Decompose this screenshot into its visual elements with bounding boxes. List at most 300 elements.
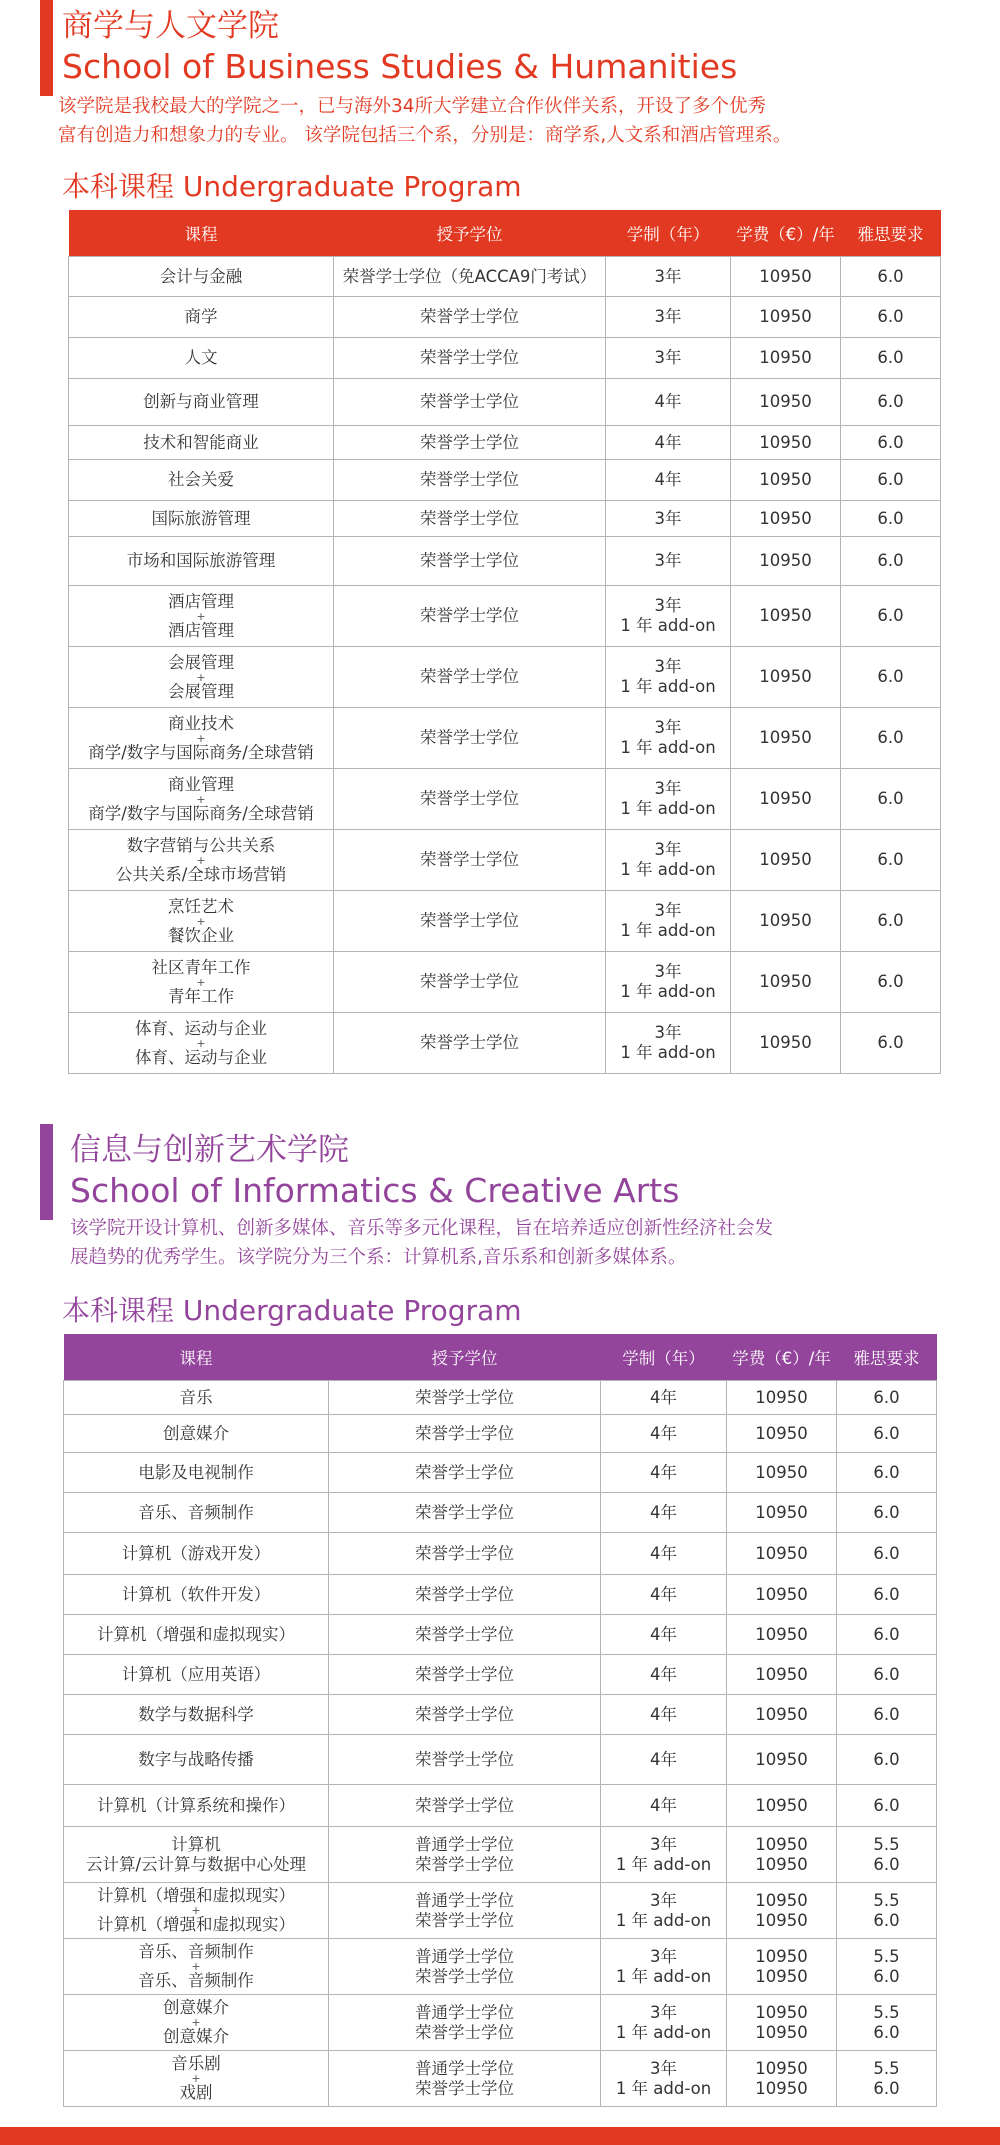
cell-line: 10950 [755,1854,808,1874]
table-row [69,1013,941,1074]
cell-line: 10950 [759,266,812,286]
cell-duration [601,1939,727,1995]
cell-ielts [841,257,941,297]
cell-line: 荣誉学士学位 [420,850,519,869]
cell-duration [601,1453,727,1493]
intro-line: 该学院开设计算机、创新多媒体、音乐等多元化课程，旨在培养适应创新性经济社会发 [70,1218,774,1239]
cell-line: 创意媒介 [163,1998,229,2017]
cell-line: 10950 [759,606,812,625]
cell-course [64,1575,329,1615]
cell-fee [731,647,841,708]
table-row [69,379,941,426]
cell-degree [329,1381,601,1415]
table-row [64,1381,937,1415]
cell-fee [727,1453,837,1493]
cell-line: 6.0 [877,551,904,570]
cell-degree [334,769,606,830]
cell-line: 10950 [755,1795,808,1815]
cell-duration [601,1883,727,1939]
cell-line: 商学/数字与国际商务/全球营销 [88,742,314,762]
cell-course [69,537,334,586]
cell-line: 6.0 [877,789,904,808]
cell-line: 计算机（软件开发） [121,1584,271,1604]
cell-degree [329,1785,601,1827]
school-title-cn: 信息与创新艺术学院 [70,1132,349,1168]
cell-ielts [841,708,941,769]
cell-line: 10950 [759,911,812,930]
plus-separator: + [196,1036,206,1050]
intro-line: 展趋势的优秀学生。该学院分为三个系：计算机系,音乐系和创新多媒体系。 [70,1247,687,1268]
cell-line: 市场和国际旅游管理 [126,551,276,570]
cell-line: 音乐剧 [171,2054,221,2073]
cell-line: 商业技术 [168,713,234,733]
plus-separator: + [191,2072,201,2085]
cell-ielts [841,379,941,426]
cell-line: 10950 [759,728,812,747]
table-row [69,891,941,952]
cell-line: 6.0 [877,266,904,286]
cell-line: 3年 [654,307,682,326]
cell-course [69,501,334,537]
cell-line: 荣誉学士学位 [420,606,519,625]
cell-line: 计算机（增强和虚拟现实） [97,1915,295,1934]
cell-duration [606,586,731,647]
cell-line: 3年 [650,2002,677,2022]
cell-fee [727,1655,837,1695]
cell-line: 6.0 [873,1624,900,1644]
cell-duration [601,1575,727,1615]
cell-ielts [837,1995,937,2051]
cell-fee [731,460,841,501]
cell-line: 3年 [654,962,682,981]
cell-line: 商学 [184,307,218,326]
cell-line: 荣誉学士学位 [415,1423,514,1443]
cell-line: 计算机（应用英语） [121,1664,271,1684]
cell-fee [727,1575,837,1615]
cell-duration [601,1381,727,1415]
cell-line: 10950 [755,2058,808,2078]
cell-line: 4年 [650,1423,677,1443]
cell-ielts [837,2051,937,2107]
program-title: 本科课程 Undergraduate Program [62,1294,522,1327]
cell-degree [329,1655,601,1695]
cell-line: 4年 [650,1704,677,1724]
table-row [69,586,941,647]
cell-duration [606,537,731,586]
cell-course [64,1735,329,1785]
cell-line: 荣誉学士学位 [415,1543,514,1563]
cell-line: 4年 [650,1749,677,1769]
cell-duration [606,338,731,379]
table-header-row [69,210,941,257]
cell-line: 1 年 add-on [620,799,716,818]
cell-line: 3年 [650,1946,677,1966]
cell-line: 荣誉学士学位 [415,2022,514,2042]
cell-line: 10950 [759,972,812,991]
table-row [64,1615,937,1655]
cell-line: 3年 [650,1834,677,1854]
cell-ielts [837,1493,937,1533]
plus-separator: + [191,1960,201,1973]
cell-line: 1 年 add-on [615,1966,712,1986]
cell-line: 10950 [759,551,812,570]
cell-duration [606,1013,731,1074]
cell-line: 音乐、音频制作 [138,1971,254,1990]
cell-line: 10950 [755,1543,808,1563]
cell-line: 荣誉学士学位 [420,348,519,367]
cell-line: 音乐 [179,1387,213,1407]
header-ielts: 雅思要求 [857,225,924,244]
cell-line: 荣誉学士学位 [420,728,519,747]
cell-line: 会展管理 [168,681,234,701]
table-row [69,338,941,379]
cell-fee [731,708,841,769]
cell-ielts [837,1785,937,1827]
cell-line: 5.5 [873,2002,900,2022]
cell-duration [601,1785,727,1827]
cell-line: 10950 [755,1462,808,1482]
cell-line: 数学与数据科学 [138,1704,254,1724]
cell-line: 10950 [755,1890,808,1910]
cell-line: 6.0 [873,2022,900,2042]
section-accent-bar [40,0,53,96]
cell-line: 荣誉学士学位 [415,1664,514,1684]
cell-course [64,1883,329,1939]
cell-course [69,769,334,830]
cell-line: 10950 [755,1624,808,1644]
school-intro [70,1214,930,1272]
cell-line: 6.0 [873,1584,900,1604]
cell-line: 4年 [650,1502,677,1522]
plus-separator: + [196,731,206,745]
cell-line: 6.0 [873,1704,900,1724]
table-row [64,1995,937,2051]
cell-line: 荣誉学士学位 [415,1462,514,1482]
cell-course [64,1453,329,1493]
cell-fee [731,769,841,830]
cell-line: 会计与金融 [159,266,243,286]
cell-line: 5.5 [873,1890,900,1910]
table-row [64,1735,937,1785]
header-degree: 授予学位 [436,225,503,244]
cell-fee [731,891,841,952]
cell-ielts [837,1735,937,1785]
section-accent-bar [40,1124,53,1220]
table-body [64,1381,937,2107]
table-row [69,460,941,501]
cell-duration [601,1415,727,1453]
cell-line: 10950 [755,1704,808,1724]
school-intro [58,92,918,150]
table-row [69,257,941,297]
cell-course [64,1995,329,2051]
cell-degree [334,952,606,1013]
cell-degree [334,647,606,708]
cell-fee [727,1785,837,1827]
cell-line: 荣誉学士学位 [415,1704,514,1724]
cell-line: 创新与商业管理 [143,392,259,411]
cell-line: 创意媒介 [163,2027,229,2046]
cell-ielts [841,460,941,501]
cell-ielts [837,1533,937,1575]
cell-ielts [841,586,941,647]
cell-ielts [837,1655,937,1695]
cell-line: 3年 [654,718,682,737]
cell-line: 普通学士学位 [415,1834,514,1854]
table-row [69,952,941,1013]
cell-line: 普通学士学位 [415,2002,514,2022]
cell-line: 10950 [755,1664,808,1684]
cell-duration [601,1655,727,1695]
cell-duration [606,952,731,1013]
school-title-en: School of Business Studies & Humanities [62,47,738,86]
cell-fee [727,1415,837,1453]
cell-line: 国际旅游管理 [151,508,251,528]
cell-line: 10950 [759,307,812,326]
cell-course [69,460,334,501]
cell-line: 酒店管理 [168,620,234,640]
cell-course [69,952,334,1013]
cell-line: 6.0 [877,508,904,528]
cell-line: 普通学士学位 [415,1890,514,1910]
cell-degree [329,1995,601,2051]
cell-fee [727,1381,837,1415]
cell-fee [727,1615,837,1655]
cell-line: 体育、运动与企业 [135,1018,267,1038]
cell-duration [606,708,731,769]
cell-line: 荣誉学士学位 [420,972,519,991]
cell-degree [329,1493,601,1533]
cell-line: 10950 [755,1910,808,1930]
cell-line: 10950 [759,470,812,489]
cell-fee [727,1883,837,1939]
cell-line: 计算机 [171,1834,221,1854]
cell-line: 6.0 [877,911,904,930]
cell-line: 10950 [755,2078,808,2098]
cell-ielts [837,1615,937,1655]
cell-line: 3年 [654,1023,682,1042]
cell-line: 荣誉学士学位 [420,911,519,930]
cell-duration [601,1995,727,2051]
cell-line: 6.0 [877,972,904,991]
cell-line: 商业管理 [168,774,234,794]
cell-line: 3年 [654,779,682,798]
cell-fee [727,1827,837,1883]
cell-line: 6.0 [877,348,904,367]
cell-duration [606,460,731,501]
cell-ielts [837,1575,937,1615]
cell-degree [329,1735,601,1785]
cell-line: 荣誉学士学位 [420,392,519,411]
cell-duration [606,647,731,708]
cell-line: 人文 [184,348,218,367]
cell-degree [334,891,606,952]
table-row [64,1415,937,1453]
header-course: 课程 [184,225,218,244]
table-row [64,1533,937,1575]
cell-ielts [837,1453,937,1493]
cell-fee [731,501,841,537]
plus-separator: + [196,609,206,623]
cell-line: 荣誉学士学位 [415,1854,514,1874]
cell-ielts [837,1939,937,1995]
cell-fee [727,1695,837,1735]
table-row [64,1827,937,1883]
cell-line: 3年 [654,657,682,676]
cell-fee [731,426,841,460]
cell-degree [334,257,606,297]
cell-duration [606,379,731,426]
table-row [64,1939,937,1995]
cell-fee [731,297,841,338]
table-row [64,1453,937,1493]
cell-line: 10950 [759,348,812,367]
school-title-cn: 商学与人文学院 [62,8,279,44]
table-row [64,1493,937,1533]
cell-duration [606,891,731,952]
cell-ielts [837,1883,937,1939]
cell-line: 10950 [759,850,812,869]
header-duration: 学制（年） [626,225,710,244]
program-table [68,210,941,1074]
header-degree: 授予学位 [431,1349,498,1368]
cell-duration [601,1735,727,1785]
cell-course [64,1381,329,1415]
intro-line: 该学院是我校最大的学院之一，已与海外34所大学建立合作伙伴关系，开设了多个优秀 [58,96,767,117]
cell-course [64,1695,329,1735]
cell-line: 3年 [654,901,682,920]
cell-degree [329,1695,601,1735]
program-title: 本科课程 Undergraduate Program [62,170,522,203]
cell-line: 荣誉学士学位 [420,470,519,489]
cell-course [69,426,334,460]
table-body [69,257,941,1074]
cell-fee [731,586,841,647]
cell-line: 6.0 [873,1966,900,1986]
cell-duration [601,1695,727,1735]
cell-degree [334,297,606,338]
table-row [69,830,941,891]
cell-line: 6.0 [877,1033,904,1052]
table-row [69,426,941,460]
cell-course [69,708,334,769]
cell-line: 荣誉学士学位 [420,667,519,686]
header-fee: 学费（€）/年 [732,1349,831,1368]
cell-line: 荣誉学士学位 [415,1795,514,1815]
cell-line: 6.0 [877,470,904,489]
cell-degree [329,1827,601,1883]
cell-line: 1 年 add-on [615,2078,712,2098]
cell-line: 4年 [650,1624,677,1644]
cell-duration [601,1533,727,1575]
plus-separator: + [191,1904,201,1917]
cell-course [64,1415,329,1453]
cell-line: 3年 [650,1890,677,1910]
cell-fee [727,1533,837,1575]
cell-fee [731,379,841,426]
cell-line: 荣誉学士学位 [420,432,519,452]
cell-degree [334,501,606,537]
cell-ielts [837,1695,937,1735]
cell-line: 4年 [650,1387,677,1407]
cell-line: 音乐、音频制作 [138,1942,254,1961]
cell-line: 1 年 add-on [620,982,716,1001]
cell-duration [606,769,731,830]
cell-ielts [841,1013,941,1074]
cell-line: 数字营销与公共关系 [126,835,276,855]
cell-line: 数字与战略传播 [138,1749,254,1769]
cell-line: 体育、运动与企业 [135,1047,267,1067]
cell-line: 6.0 [877,432,904,452]
cell-ielts [837,1827,937,1883]
table-row [69,708,941,769]
cell-degree [334,586,606,647]
cell-line: 6.0 [877,728,904,747]
cell-line: 荣誉学士学位 [415,1749,514,1769]
cell-line: 3年 [654,551,682,570]
cell-line: 荣誉学士学位 [420,307,519,326]
cell-ielts [841,297,941,338]
cell-line: 技术和智能商业 [143,432,259,452]
cell-line: 6.0 [873,1910,900,1930]
cell-line: 3年 [654,840,682,859]
cell-line: 10950 [759,508,812,528]
cell-fee [727,1735,837,1785]
cell-line: 1 年 add-on [620,677,716,696]
cell-line: 10950 [755,2022,808,2042]
cell-line: 4年 [654,432,682,452]
cell-line: 10950 [755,1946,808,1966]
cell-line: 荣誉学士学位 [420,508,519,528]
cell-line: 云计算/云计算与数据中心处理 [85,1854,307,1874]
cell-course [69,338,334,379]
cell-fee [731,952,841,1013]
cell-line: 社区青年工作 [151,957,251,977]
cell-line: 1 年 add-on [620,860,716,879]
cell-degree [334,537,606,586]
cell-degree [329,2051,601,2107]
cell-line: 5.5 [873,1834,900,1854]
cell-degree [334,379,606,426]
cell-ielts [841,647,941,708]
cell-course [64,1655,329,1695]
cell-degree [334,426,606,460]
cell-line: 4年 [654,392,682,411]
table-row [64,1655,937,1695]
cell-line: 10950 [755,1387,808,1407]
cell-course [64,1939,329,1995]
cell-line: 公共关系/全球市场营销 [115,864,287,884]
cell-line: 商学/数字与国际商务/全球营销 [88,803,314,823]
cell-course [69,830,334,891]
cell-course [69,586,334,647]
cell-course [64,1533,329,1575]
cell-ielts [841,338,941,379]
cell-line: 5.5 [873,2058,900,2078]
cell-line: 6.0 [877,307,904,326]
cell-line: 4年 [650,1462,677,1482]
cell-line: 6.0 [873,1543,900,1563]
cell-line: 6.0 [877,667,904,686]
cell-degree [329,1939,601,1995]
cell-line: 1 年 add-on [615,1910,712,1930]
table-row [64,1575,937,1615]
footer-accent-bar [0,2127,1000,2145]
cell-line: 1 年 add-on [620,616,716,635]
table-row [69,297,941,338]
cell-line: 10950 [755,1584,808,1604]
cell-line: 计算机（计算系统和操作） [97,1795,295,1815]
